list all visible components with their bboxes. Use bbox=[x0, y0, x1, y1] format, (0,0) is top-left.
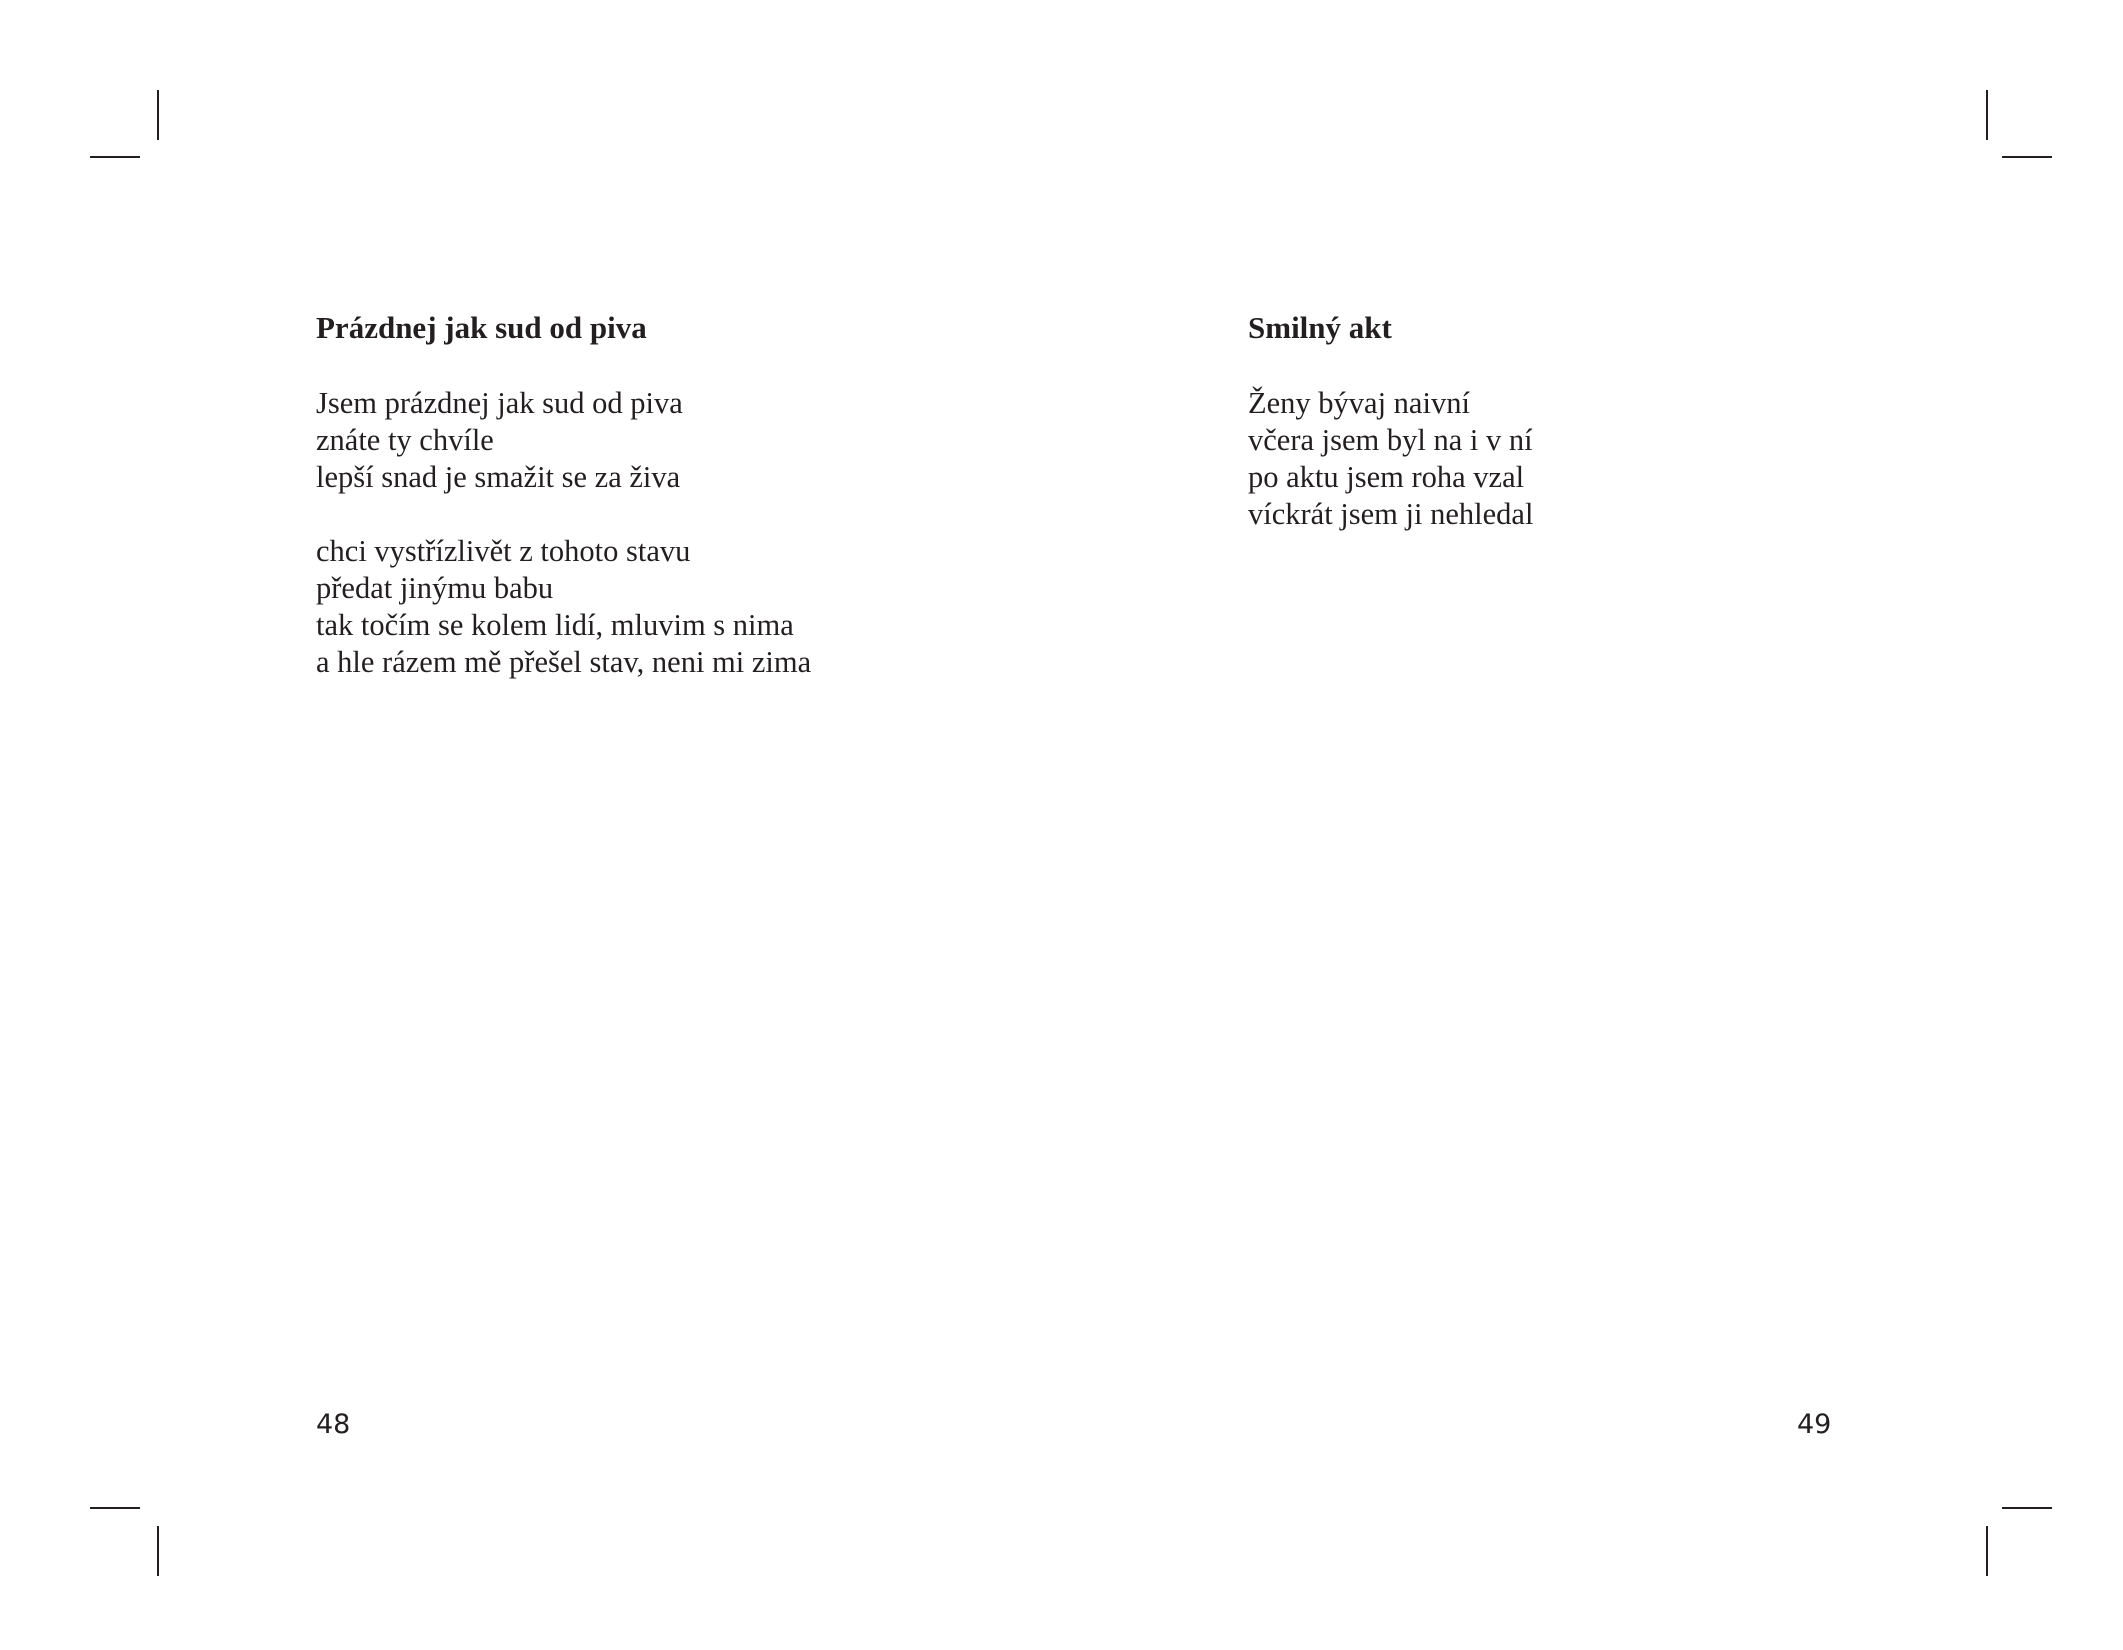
poem-line: víckrát jsem ji nehledal bbox=[1248, 497, 1534, 531]
poem-line: po aktu jsem roha vzal bbox=[1248, 460, 1525, 494]
poem-title: Prázdnej jak sud od piva bbox=[316, 310, 647, 345]
poem-line: a hle rázem mě přešel stav, neni mi zima bbox=[316, 645, 812, 679]
poem-line: Ženy bývaj naivní bbox=[1248, 386, 1470, 420]
crop-mark-top-left-vertical bbox=[157, 90, 159, 140]
crop-mark-top-right-horizontal bbox=[2002, 156, 2052, 158]
crop-mark-bottom-left-horizontal bbox=[90, 1507, 140, 1509]
crop-mark-bottom-right-vertical bbox=[1986, 1526, 1988, 1576]
poem-line: tak točím se kolem lidí, mluvim s nima bbox=[316, 608, 794, 642]
poem-stanza bbox=[1248, 385, 1533, 533]
poem-stanza bbox=[316, 533, 811, 681]
page-number-left: 48 bbox=[316, 1409, 351, 1440]
poem-title: Smilný akt bbox=[1248, 310, 1392, 345]
poem-stanza bbox=[316, 385, 683, 496]
crop-mark-top-left-horizontal bbox=[90, 156, 140, 158]
poem-line: včera jsem byl na i v ní bbox=[1248, 423, 1533, 457]
poem-line: předat jinýmu babu bbox=[316, 571, 554, 605]
poem-line: Jsem prázdnej jak sud od piva bbox=[316, 386, 683, 420]
crop-mark-bottom-right-horizontal bbox=[2002, 1507, 2052, 1509]
poem-line: chci vystřízlivět z tohoto stavu bbox=[316, 534, 691, 568]
page-number-right: 49 bbox=[1797, 1409, 1832, 1440]
crop-mark-top-right-vertical bbox=[1986, 90, 1988, 140]
crop-mark-bottom-left-vertical bbox=[157, 1526, 159, 1576]
poem-line: lepší snad je smažit se za živa bbox=[316, 460, 681, 494]
poem-line: znáte ty chvíle bbox=[316, 423, 494, 457]
